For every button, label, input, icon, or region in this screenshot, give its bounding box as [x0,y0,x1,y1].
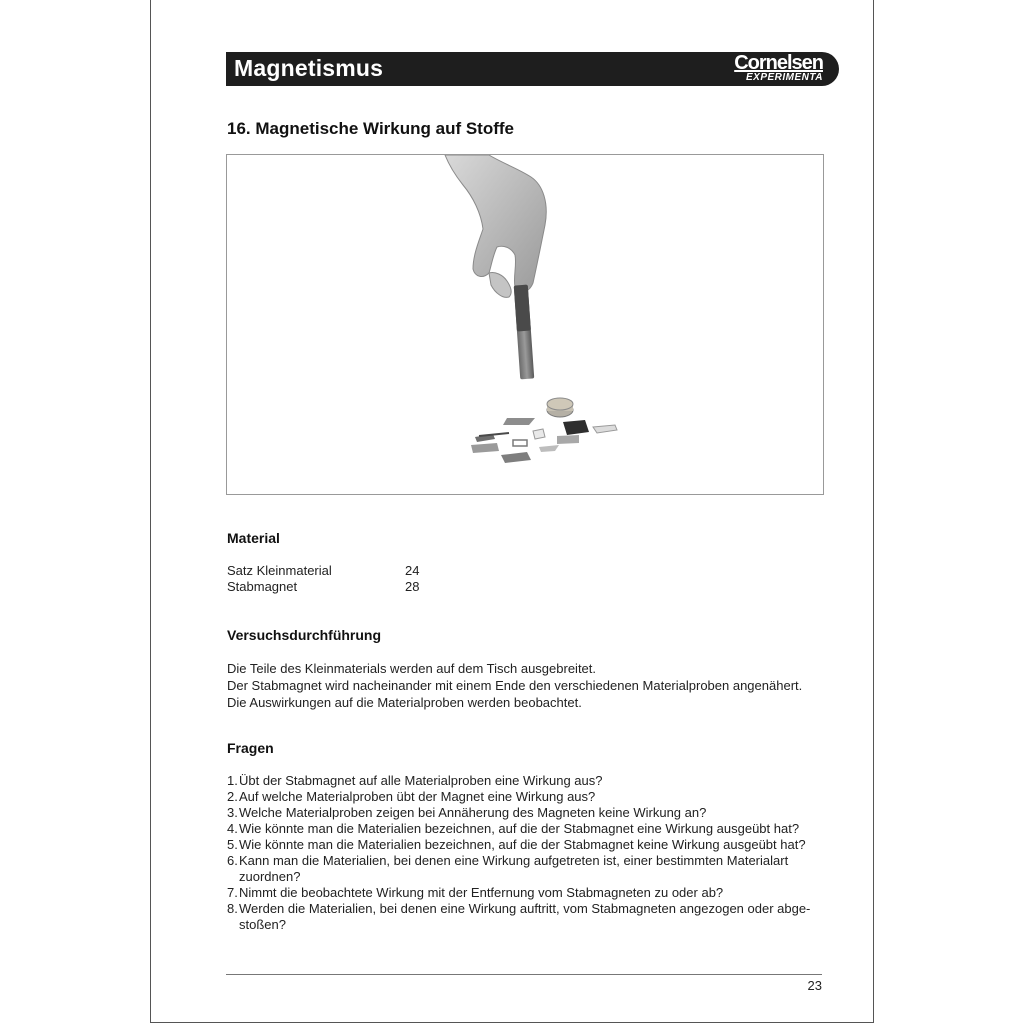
publisher-logo [734,53,823,83]
question-number: 1. [227,773,238,788]
question-text: Wie könnte man die Materialien bezeichnen, auf die der Stabmagnet keine Wirkung ausgeübt hat? [239,837,806,852]
procedure-line: Die Auswirkungen auf die Materialproben werden beobachtet. [227,695,582,710]
question-text: Auf welche Materialproben übt der Magnet eine Wirkung aus? [239,789,596,804]
questions-list [227,773,827,933]
question-item [227,885,827,901]
question-number: 2. [227,789,238,804]
questions-heading: Fragen [227,740,274,756]
question-item [227,837,827,853]
question-number: 8. [227,901,238,916]
question-item [227,773,827,789]
procedure-line: Der Stabmagnet wird nacheinander mit einem Ende den verschiedenen Materialproben angenähert. [227,678,803,693]
logo-main-text: Cornelsen [734,52,823,74]
material-row [227,579,447,596]
material-number: 28 [405,579,420,594]
material-heading: Material [227,530,280,546]
procedure-line: Die Teile des Kleinmaterials werden auf dem Tisch ausgebreitet. [227,661,597,676]
question-text: Nimmt die beobachtete Wirkung mit der Entfernung vom Stabmagneten zu oder ab? [239,885,724,900]
logo-sub-text: EXPERIMENTA [746,72,823,83]
question-item [227,789,827,805]
question-number: 7. [227,885,238,900]
question-number: 3. [227,805,238,820]
question-item [227,821,827,837]
procedure-heading: Versuchsdurchführung [227,627,382,643]
footer-divider [226,974,822,975]
experiment-title: 16. Magnetische Wirkung auf Stoffe [227,119,514,138]
page-title: Magnetismus [234,55,384,81]
question-item [227,805,827,821]
question-item [227,853,827,885]
question-text: Welche Materialproben zeigen bei Annäherung des Magneten keine Wirkung an? [239,805,707,820]
question-number: 5. [227,837,238,852]
question-item [227,901,827,933]
hand-with-bar-magnet-illustration [227,155,823,494]
page-number: 23 [807,978,822,993]
material-name: Stabmagnet [227,579,298,594]
procedure-text [227,660,827,711]
question-number: 4. [227,821,238,836]
question-text: Kann man die Materialien, bei denen eine Wirkung aufgetreten ist, einer bestimmten Materialart zuordnen? [239,853,789,884]
experiment-photo [226,154,824,495]
material-name: Satz Kleinmaterial [227,563,332,578]
question-text: Werden die Materialien, bei denen eine Wirkung auftritt, vom Stabmagneten angezogen oder abge-stoßen? [239,901,811,932]
material-number: 24 [405,563,420,578]
material-row [227,563,447,580]
question-text: Übt der Stabmagnet auf alle Materialproben eine Wirkung aus? [239,773,603,788]
question-number: 6. [227,853,238,868]
header-banner [226,52,839,86]
question-text: Wie könnte man die Materialien bezeichnen, auf die der Stabmagnet eine Wirkung ausgeübt hat? [239,821,800,836]
